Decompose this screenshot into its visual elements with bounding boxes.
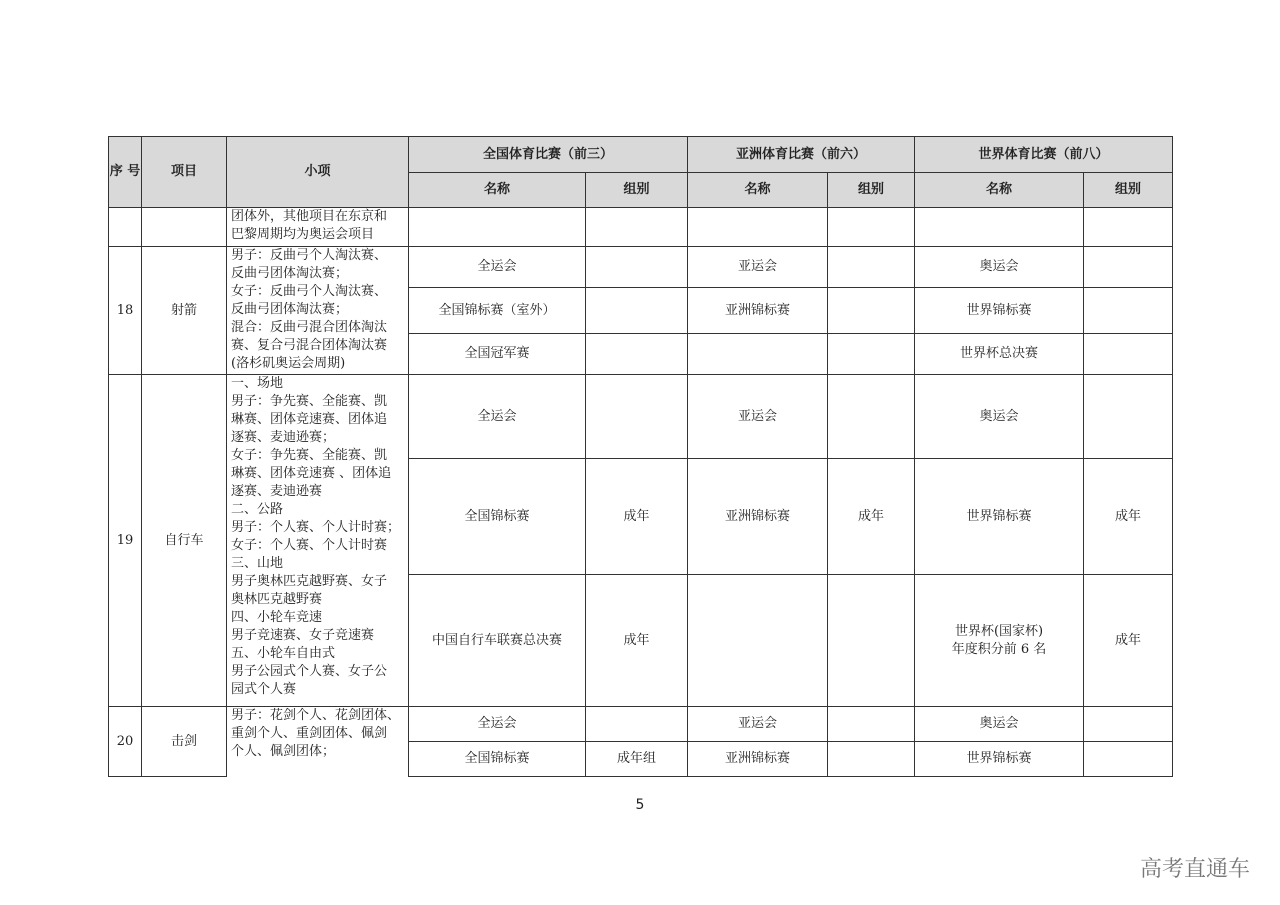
header-national-name: 名称 — [409, 173, 586, 208]
watermark-text: 高考直通车 — [1139, 857, 1250, 882]
national-name-cell: 全运会 — [409, 375, 586, 459]
subitem-cell: 一、场地 男子：争先赛、全能赛、凯 琳赛、团体竞速赛、团体追 逐赛、麦迪逊赛； 女子：争先赛、全能赛、凯 琳赛、团体竞速赛 、团体追 逐赛、麦迪逊赛 二、公路 男子：个人赛、个人计时赛； 女子：个人赛、个人计时赛 三、山地 男子奥林匹克越野赛、女子 奥林匹克越野赛 四、小轮车竞速 男子竞速赛、女子竞速赛 五、小轮车自由式 男子公园式个人赛、女子公 园式个人赛 — [227, 375, 409, 707]
national-group-cell — [586, 288, 688, 334]
world-group-cell — [1084, 375, 1173, 459]
world-name-cell: 奥运会 — [915, 247, 1084, 288]
world-name-cell: 世界杯总决赛 — [915, 334, 1084, 375]
header-national: 全国体育比赛（前三） — [409, 137, 688, 173]
header-world-group: 组别 — [1084, 173, 1173, 208]
table-row — [109, 707, 1173, 742]
world-name-cell: 世界锦标赛 — [915, 742, 1084, 777]
national-group-cell — [586, 247, 688, 288]
national-name-cell: 中国自行车联赛总决赛 — [409, 575, 586, 707]
item-cell: 射箭 — [142, 247, 227, 375]
national-group-cell — [586, 208, 688, 247]
national-name-cell: 全国冠军赛 — [409, 334, 586, 375]
page-number: 5 — [635, 797, 645, 813]
table-row — [109, 247, 1173, 288]
world-name-cell: 世界锦标赛 — [915, 459, 1084, 575]
national-group-cell — [586, 707, 688, 742]
national-name-cell: 全国锦标赛（室外） — [409, 288, 586, 334]
national-name-cell: 全国锦标赛 — [409, 742, 586, 777]
asian-group-cell — [828, 707, 915, 742]
sports-competition-table — [108, 136, 1173, 777]
world-group-cell — [1084, 288, 1173, 334]
table-row — [109, 208, 1173, 247]
asian-group-cell — [828, 575, 915, 707]
asian-name-cell — [688, 334, 828, 375]
seq-cell: 20 — [109, 707, 142, 777]
item-cell — [142, 208, 227, 247]
seq-cell — [109, 208, 142, 247]
asian-group-cell — [828, 375, 915, 459]
world-name-cell: 世界杯(国家杯) 年度积分前 6 名 — [915, 575, 1084, 707]
asian-group-cell — [828, 288, 915, 334]
seq-cell: 19 — [109, 375, 142, 707]
world-name-cell: 奥运会 — [915, 707, 1084, 742]
world-name-cell: 世界锦标赛 — [915, 288, 1084, 334]
national-name-cell: 全运会 — [409, 707, 586, 742]
table-row — [109, 375, 1173, 459]
header-world-name: 名称 — [915, 173, 1084, 208]
national-group-cell: 成年 — [586, 459, 688, 575]
asian-group-cell: 成年 — [828, 459, 915, 575]
national-name-cell: 全国锦标赛 — [409, 459, 586, 575]
subitem-cell: 男子：花剑个人、花剑团体、 重剑个人、重剑团体、佩剑 个人、佩剑团体； — [227, 707, 409, 777]
header-asian-name: 名称 — [688, 173, 828, 208]
world-group-cell: 成年 — [1084, 575, 1173, 707]
asian-group-cell — [828, 334, 915, 375]
item-cell: 击剑 — [142, 707, 227, 777]
header-subitem: 小项 — [227, 137, 409, 208]
world-group-cell — [1084, 334, 1173, 375]
world-group-cell: 成年 — [1084, 459, 1173, 575]
seq-cell: 18 — [109, 247, 142, 375]
asian-name-cell: 亚运会 — [688, 247, 828, 288]
world-group-cell — [1084, 707, 1173, 742]
world-name-cell: 奥运会 — [915, 375, 1084, 459]
world-group-cell — [1084, 208, 1173, 247]
world-name-cell — [915, 208, 1084, 247]
header-asian: 亚洲体育比赛（前六） — [688, 137, 915, 173]
national-name-cell — [409, 208, 586, 247]
header-asian-group: 组别 — [828, 173, 915, 208]
header-seq: 序 号 — [109, 137, 142, 208]
asian-name-cell: 亚运会 — [688, 375, 828, 459]
world-group-cell — [1084, 742, 1173, 777]
national-group-cell: 成年组 — [586, 742, 688, 777]
header-item: 项目 — [142, 137, 227, 208]
asian-name-cell: 亚洲锦标赛 — [688, 742, 828, 777]
asian-name-cell: 亚洲锦标赛 — [688, 459, 828, 575]
item-cell: 自行车 — [142, 375, 227, 707]
header-world: 世界体育比赛（前八） — [915, 137, 1173, 173]
asian-name-cell — [688, 208, 828, 247]
national-group-cell — [586, 334, 688, 375]
asian-name-cell — [688, 575, 828, 707]
asian-group-cell — [828, 742, 915, 777]
asian-name-cell: 亚洲锦标赛 — [688, 288, 828, 334]
header-national-group: 组别 — [586, 173, 688, 208]
national-group-cell: 成年 — [586, 575, 688, 707]
subitem-cell: 男子：反曲弓个人淘汰赛、 反曲弓团体淘汰赛； 女子：反曲弓个人淘汰赛、 反曲弓团体淘汰赛； 混合：反曲弓混合团体淘汰 赛、复合弓混合团体淘汰赛 (洛杉矶奥运会周期) — [227, 247, 409, 375]
national-name-cell: 全运会 — [409, 247, 586, 288]
world-group-cell — [1084, 247, 1173, 288]
asian-group-cell — [828, 208, 915, 247]
national-group-cell — [586, 375, 688, 459]
asian-name-cell: 亚运会 — [688, 707, 828, 742]
subitem-cell: 团体外，其他项目在东京和 巴黎周期均为奥运会项目 — [227, 208, 409, 247]
asian-group-cell — [828, 247, 915, 288]
